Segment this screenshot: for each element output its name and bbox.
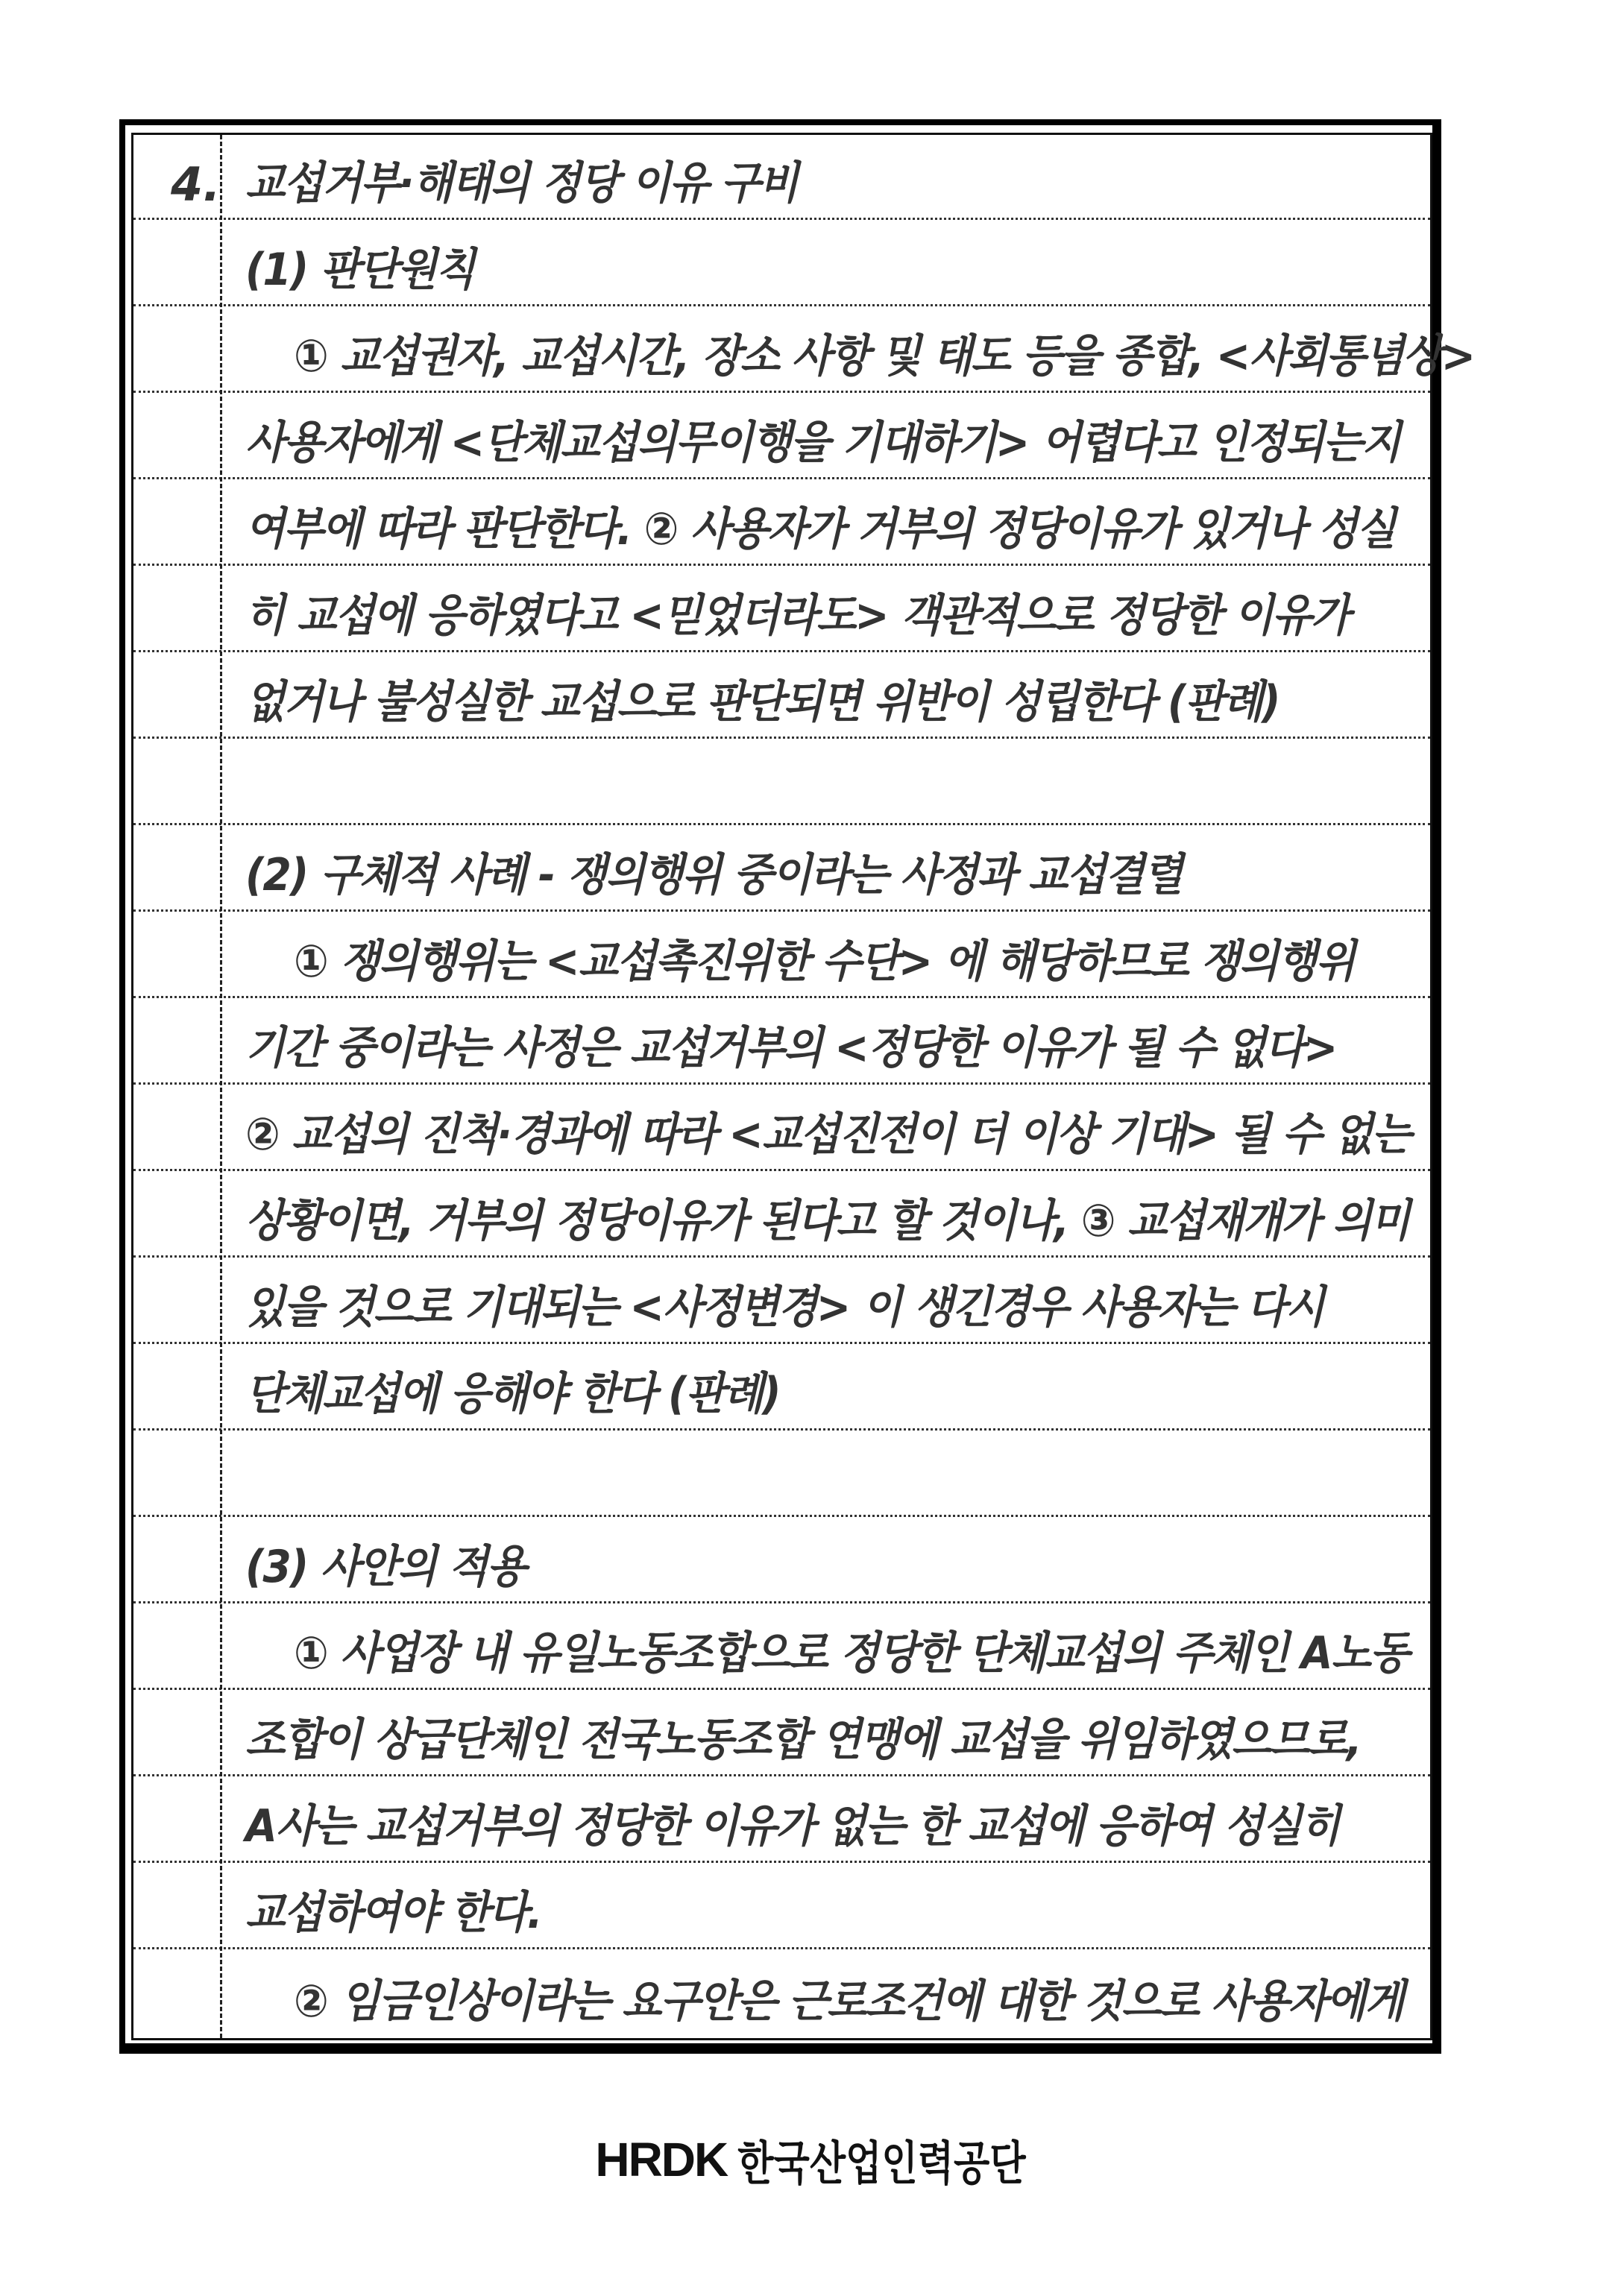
answer-line [133,1690,1430,1776]
handwritten-text: 기간 중이라는 사정은 교섭거부의 <정당한 이유가 될 수 없다> [245,1022,1337,1074]
answer-line [133,1258,1430,1344]
handwritten-text: 상황이면, 거부의 정당이유가 된다고 할 것이나, ③ 교섭재개가 의미 [245,1195,1409,1247]
hrdk-logo [595,2132,1026,2191]
answer-line [133,1949,1430,2036]
answer-line [133,1171,1430,1258]
handwritten-text: 여부에 따라 판단한다. ② 사용자가 거부의 정당이유가 있거나 성실 [245,503,1395,555]
handwritten-text: (3) 사안의 적용 [245,1541,526,1593]
answer-line [133,566,1430,652]
answer-line [133,739,1430,825]
handwritten-text: A사는 교섭거부의 정당한 이유가 없는 한 교섭에 응하여 성실히 [245,1800,1339,1852]
answer-line [133,1863,1430,1949]
handwritten-text: 없거나 불성실한 교섭으로 판단되면 위반이 성립한다 (판례) [245,676,1280,728]
answer-line [133,1517,1430,1603]
margin-line [220,135,222,2038]
handwritten-text: 단체교섭에 응해야 한다 (판례) [245,1368,780,1420]
handwritten-text: 조합이 상급단체인 전국노동조합 연맹에 교섭을 위임하였으므로, [245,1714,1362,1766]
section-number: 4. [171,157,221,212]
handwritten-text: ① 교섭권자, 교섭시간, 장소 사항 및 태도 등을 종합, <사회통념상> [294,330,1475,382]
handwritten-text: ① 쟁의행위는 <교섭촉진위한 수단> 에 해당하므로 쟁의행위 [294,936,1355,988]
answer-line [133,220,1430,306]
answer-line [133,479,1430,566]
logo-ko: 한국산업인력공단 [737,2136,1026,2191]
handwritten-text: 있을 것으로 기대되는 <사정변경> 이 생긴경우 사용자는 다시 [245,1281,1324,1334]
handwritten-text: ② 교섭의 진척·경과에 따라 <교섭진전이 더 이상 기대> 될 수 없는 [245,1108,1411,1161]
answer-line [133,306,1475,393]
answer-line [133,1603,1430,1690]
answer-line [133,393,1430,479]
handwritten-text: 교섭거부·해태의 정당 이유 구비 [245,157,798,209]
answer-line [133,652,1430,739]
handwritten-text: (2) 구체적 사례 - 쟁의행위 중이라는 사정과 교섭결렬 [245,849,1182,901]
footer [0,2132,1621,2191]
handwritten-text: ② 임금인상이라는 요구안은 근로조건에 대한 것으로 사용자에게 [294,1975,1403,2028]
handwritten-text: ① 사업장 내 유일노동조합으로 정당한 단체교섭의 주체인 A노동 [294,1627,1408,1680]
handwritten-text: 교섭하여야 한다. [245,1887,541,1939]
answer-line [133,1085,1430,1171]
answer-line [133,1431,1430,1517]
answer-line [133,135,1430,220]
handwritten-text: 사용자에게 <단체교섭의무이행을 기대하기> 어렵다고 인정되는지 [245,417,1400,469]
logo-en: HRDK [595,2133,728,2186]
answer-line [133,825,1430,912]
handwritten-text: (1) 판단원칙 [245,244,474,296]
answer-line [133,912,1430,998]
answer-line [133,1344,1430,1431]
handwritten-text: 히 교섭에 응하였다고 <믿었더라도> 객관적으로 정당한 이유가 [245,590,1350,642]
answer-line [133,998,1430,1085]
answer-line [133,1776,1430,1863]
